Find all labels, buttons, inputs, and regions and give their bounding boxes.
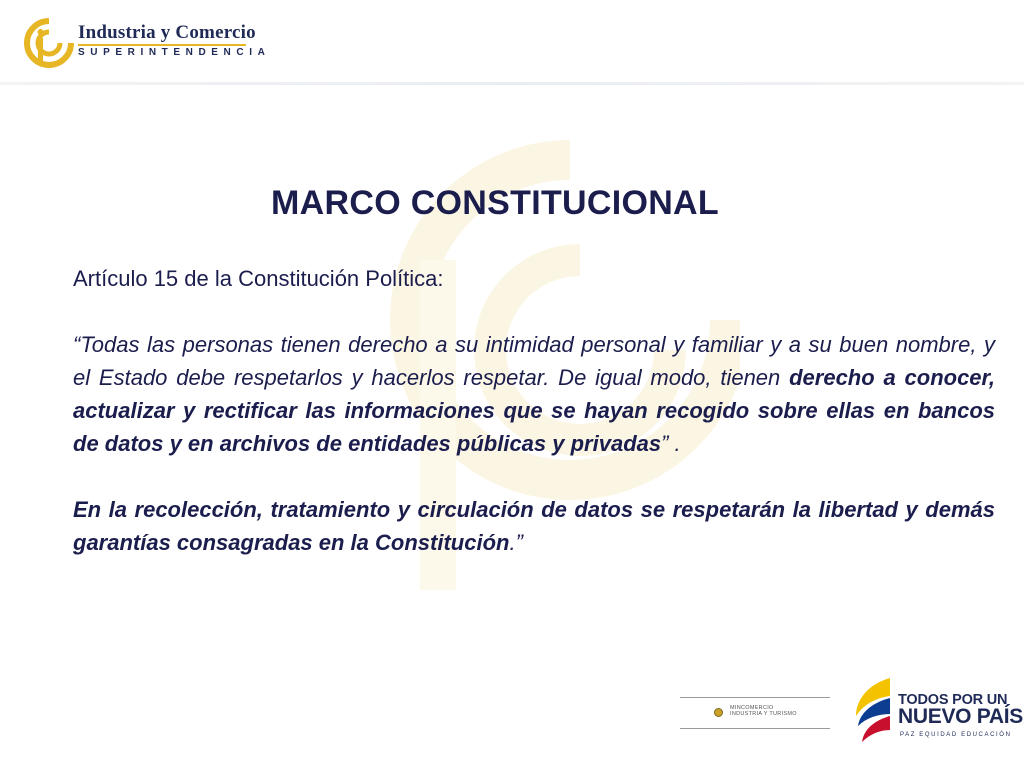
logo-title: Industria y Comercio <box>78 22 256 43</box>
ministry-logo <box>680 697 830 729</box>
article-heading: Artículo 15 de la Constitución Política: <box>73 266 444 291</box>
colombia-flag-swoosh-icon <box>850 676 894 746</box>
logo-divider <box>78 44 246 46</box>
slide-title-text: MARCO CONSTITUCIONAL <box>271 184 719 222</box>
slogan-line-2: NUEVO PAÍS <box>898 705 1023 728</box>
slide-title <box>0 184 980 223</box>
government-logo <box>850 676 1023 748</box>
ministry-line-2: INDUSTRIA Y TURISMO <box>730 711 797 717</box>
header-divider <box>0 82 1024 85</box>
slogan-values: PAZ EQUIDAD EDUCACIÓN <box>900 732 1012 738</box>
quote-bold-text-2: En la recolección, tratamiento y circulación de datos se respetarán la libertad y demás garantías consagradas en la Constitución <box>73 497 995 555</box>
quote-end-2: .” <box>509 530 523 555</box>
quote-bold-text: derecho a conocer, actualizar y rectificar las informaciones que se hayan recogido sobre ellas en bancos de datos y en archivos de entidades públicas y privadas <box>73 365 996 456</box>
slide-header <box>0 0 1024 80</box>
quote-paragraph-2 <box>73 493 995 559</box>
quote-text: “Todas las personas tienen derecho a su intimidad personal y familiar y a su buen nombre, y el Estado debe respetarlos y hacerlos respetar. De igual modo, tienen <box>73 332 995 390</box>
logo-subtitle: SUPERINTENDENCIA <box>78 47 271 58</box>
ministry-rule-top <box>680 697 830 698</box>
sic-logo-icon <box>24 18 74 68</box>
quote-end: ” . <box>661 431 681 456</box>
slide-body <box>73 262 995 559</box>
ministry-line-1: MINCOMERCIO <box>730 705 774 711</box>
ministry-text <box>730 705 797 717</box>
coat-of-arms-icon <box>714 708 723 717</box>
quote-paragraph-1 <box>73 328 995 460</box>
ministry-rule-bottom <box>680 728 830 729</box>
slogan-line-1: TODOS POR UN <box>898 692 1008 708</box>
